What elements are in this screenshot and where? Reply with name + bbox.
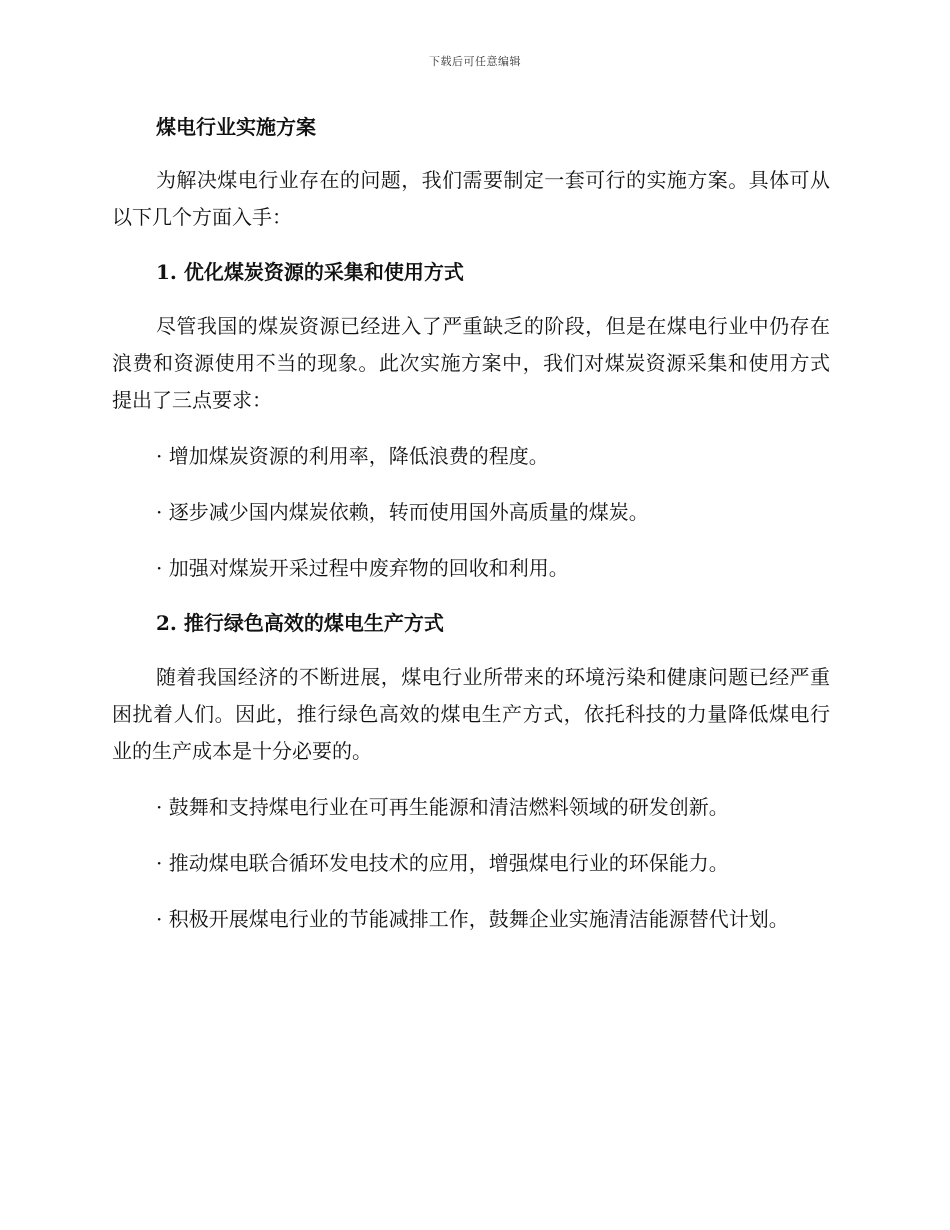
section-heading-2: 2. 推行绿色高效的煤电生产方式 [156,611,444,635]
section-2-bullet-2: · 推动煤电联合循环发电技术的应用，增强煤电行业的环保能力。 [156,851,729,875]
section-1-paragraph: 尽管我国的煤炭资源已经进入了严重缺乏的阶段，但是在煤电行业中仍存在浪费和资源使用不当的现象。此次实施方案中，我们对煤炭资源采集和使用方式提出了三点要求： [112,314,830,412]
section-2-paragraph: 随着我国经济的不断进展，煤电行业所带来的环境污染和健康问题已经严重困扰着人们。因此，推行绿色高效的煤电生产方式，依托科技的力量降低煤电行业的生产成本是十分必要的。 [112,665,830,763]
section-1-bullet-2: · 逐步减少国内煤炭依赖，转而使用国外高质量的煤炭。 [156,500,649,524]
section-2-bullet-1: · 鼓舞和支持煤电行业在可再生能源和清洁燃料领域的研发创新。 [156,795,729,819]
intro-paragraph: 为解决煤电行业存在的问题，我们需要制定一套可行的实施方案。具体可从以下几个方面入手： [112,168,830,229]
page-header: 下载后可任意编辑 [429,55,521,68]
section-1-bullet-3: · 加强对煤炭开采过程中废弃物的回收和利用。 [156,556,569,580]
document-body [112,110,830,938]
section-1-bullet-1: · 增加煤炭资源的利用率，降低浪费的程度。 [156,444,549,468]
section-heading-1: 1. 优化煤炭资源的采集和使用方式 [156,260,464,284]
document-title: 煤电行业实施方案 [156,115,316,139]
section-2-bullet-3: · 积极开展煤电行业的节能减排工作，鼓舞企业实施清洁能源替代计划。 [156,907,789,931]
